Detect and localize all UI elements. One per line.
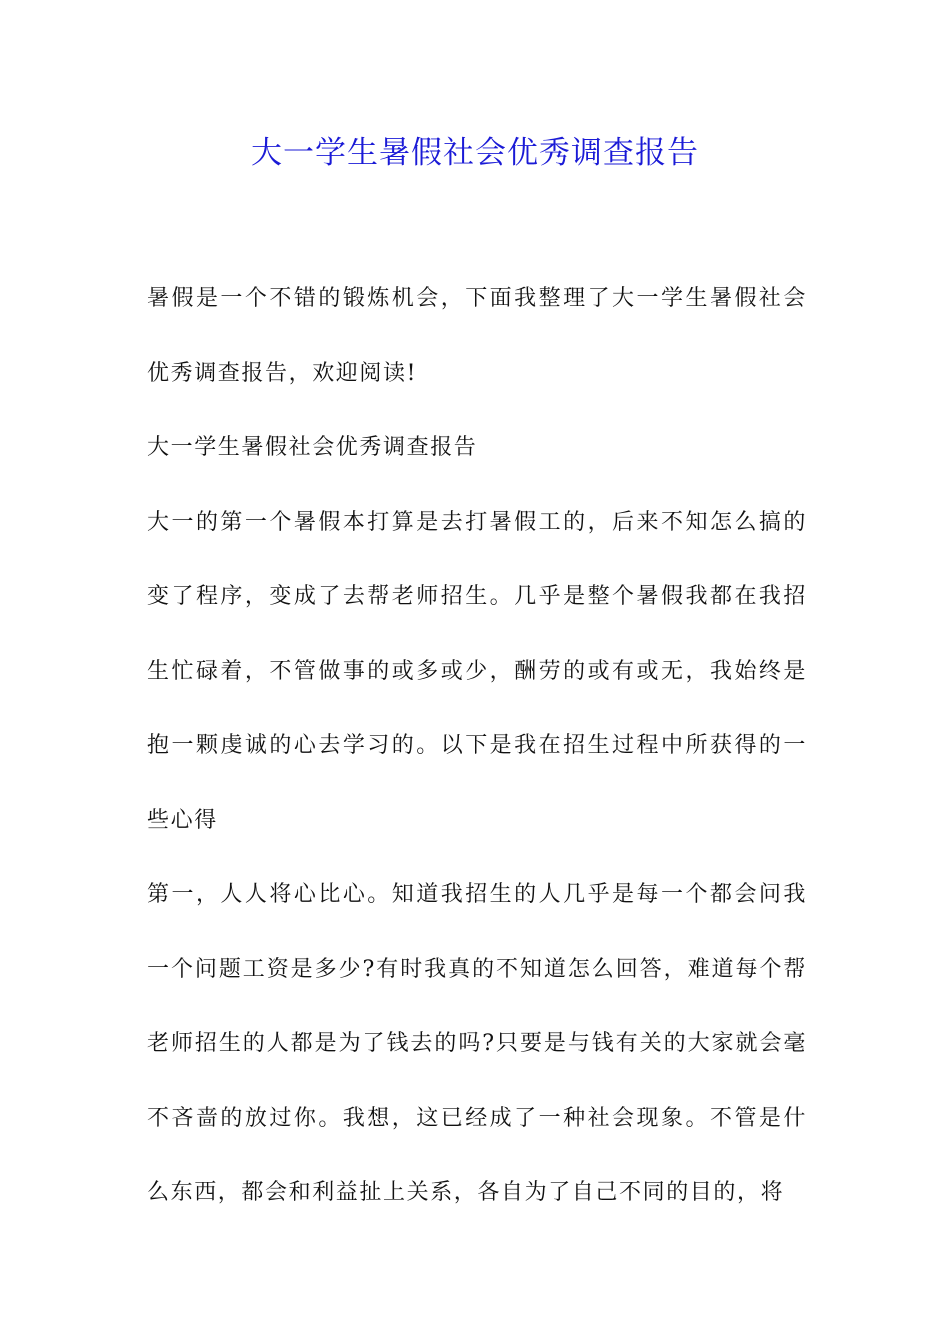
document-body [147, 262, 807, 1231]
paragraph-intro: 暑假是一个不错的锻炼机会，下面我整理了大一学生暑假社会优秀调查报告，欢迎阅读! [147, 286, 807, 386]
paragraph-background: 大一的第一个暑假本打算是去打暑假工的，后来不知怎么搞的变了程序，变成了去帮老师招生。几乎是整个暑假我都在我招生忙碌着，不管做事的或多或少，酬劳的或有或无，我始终是抱一颗虔诚的心去学习的。以下是我在招生过程中所获得的一些心得 [147, 509, 807, 833]
paragraph-first-point: 第一，人人将心比心。知道我招生的人几乎是每一个都会问我一个问题工资是多少?有时我真的不知道怎么回答，难道每个帮老师招生的人都是为了钱去的吗?只要是与钱有关的大家就会毫不吝啬的放过你。我想，这已经成了一种社会现象。不管是什么东西，都会和利益扯上关系，各自为了自己不同的目的，将 [147, 882, 807, 1205]
document-title: 大一学生暑假社会优秀调查报告 [251, 135, 699, 171]
paragraph-subtitle: 大一学生暑假社会优秀调查报告 [147, 435, 478, 460]
